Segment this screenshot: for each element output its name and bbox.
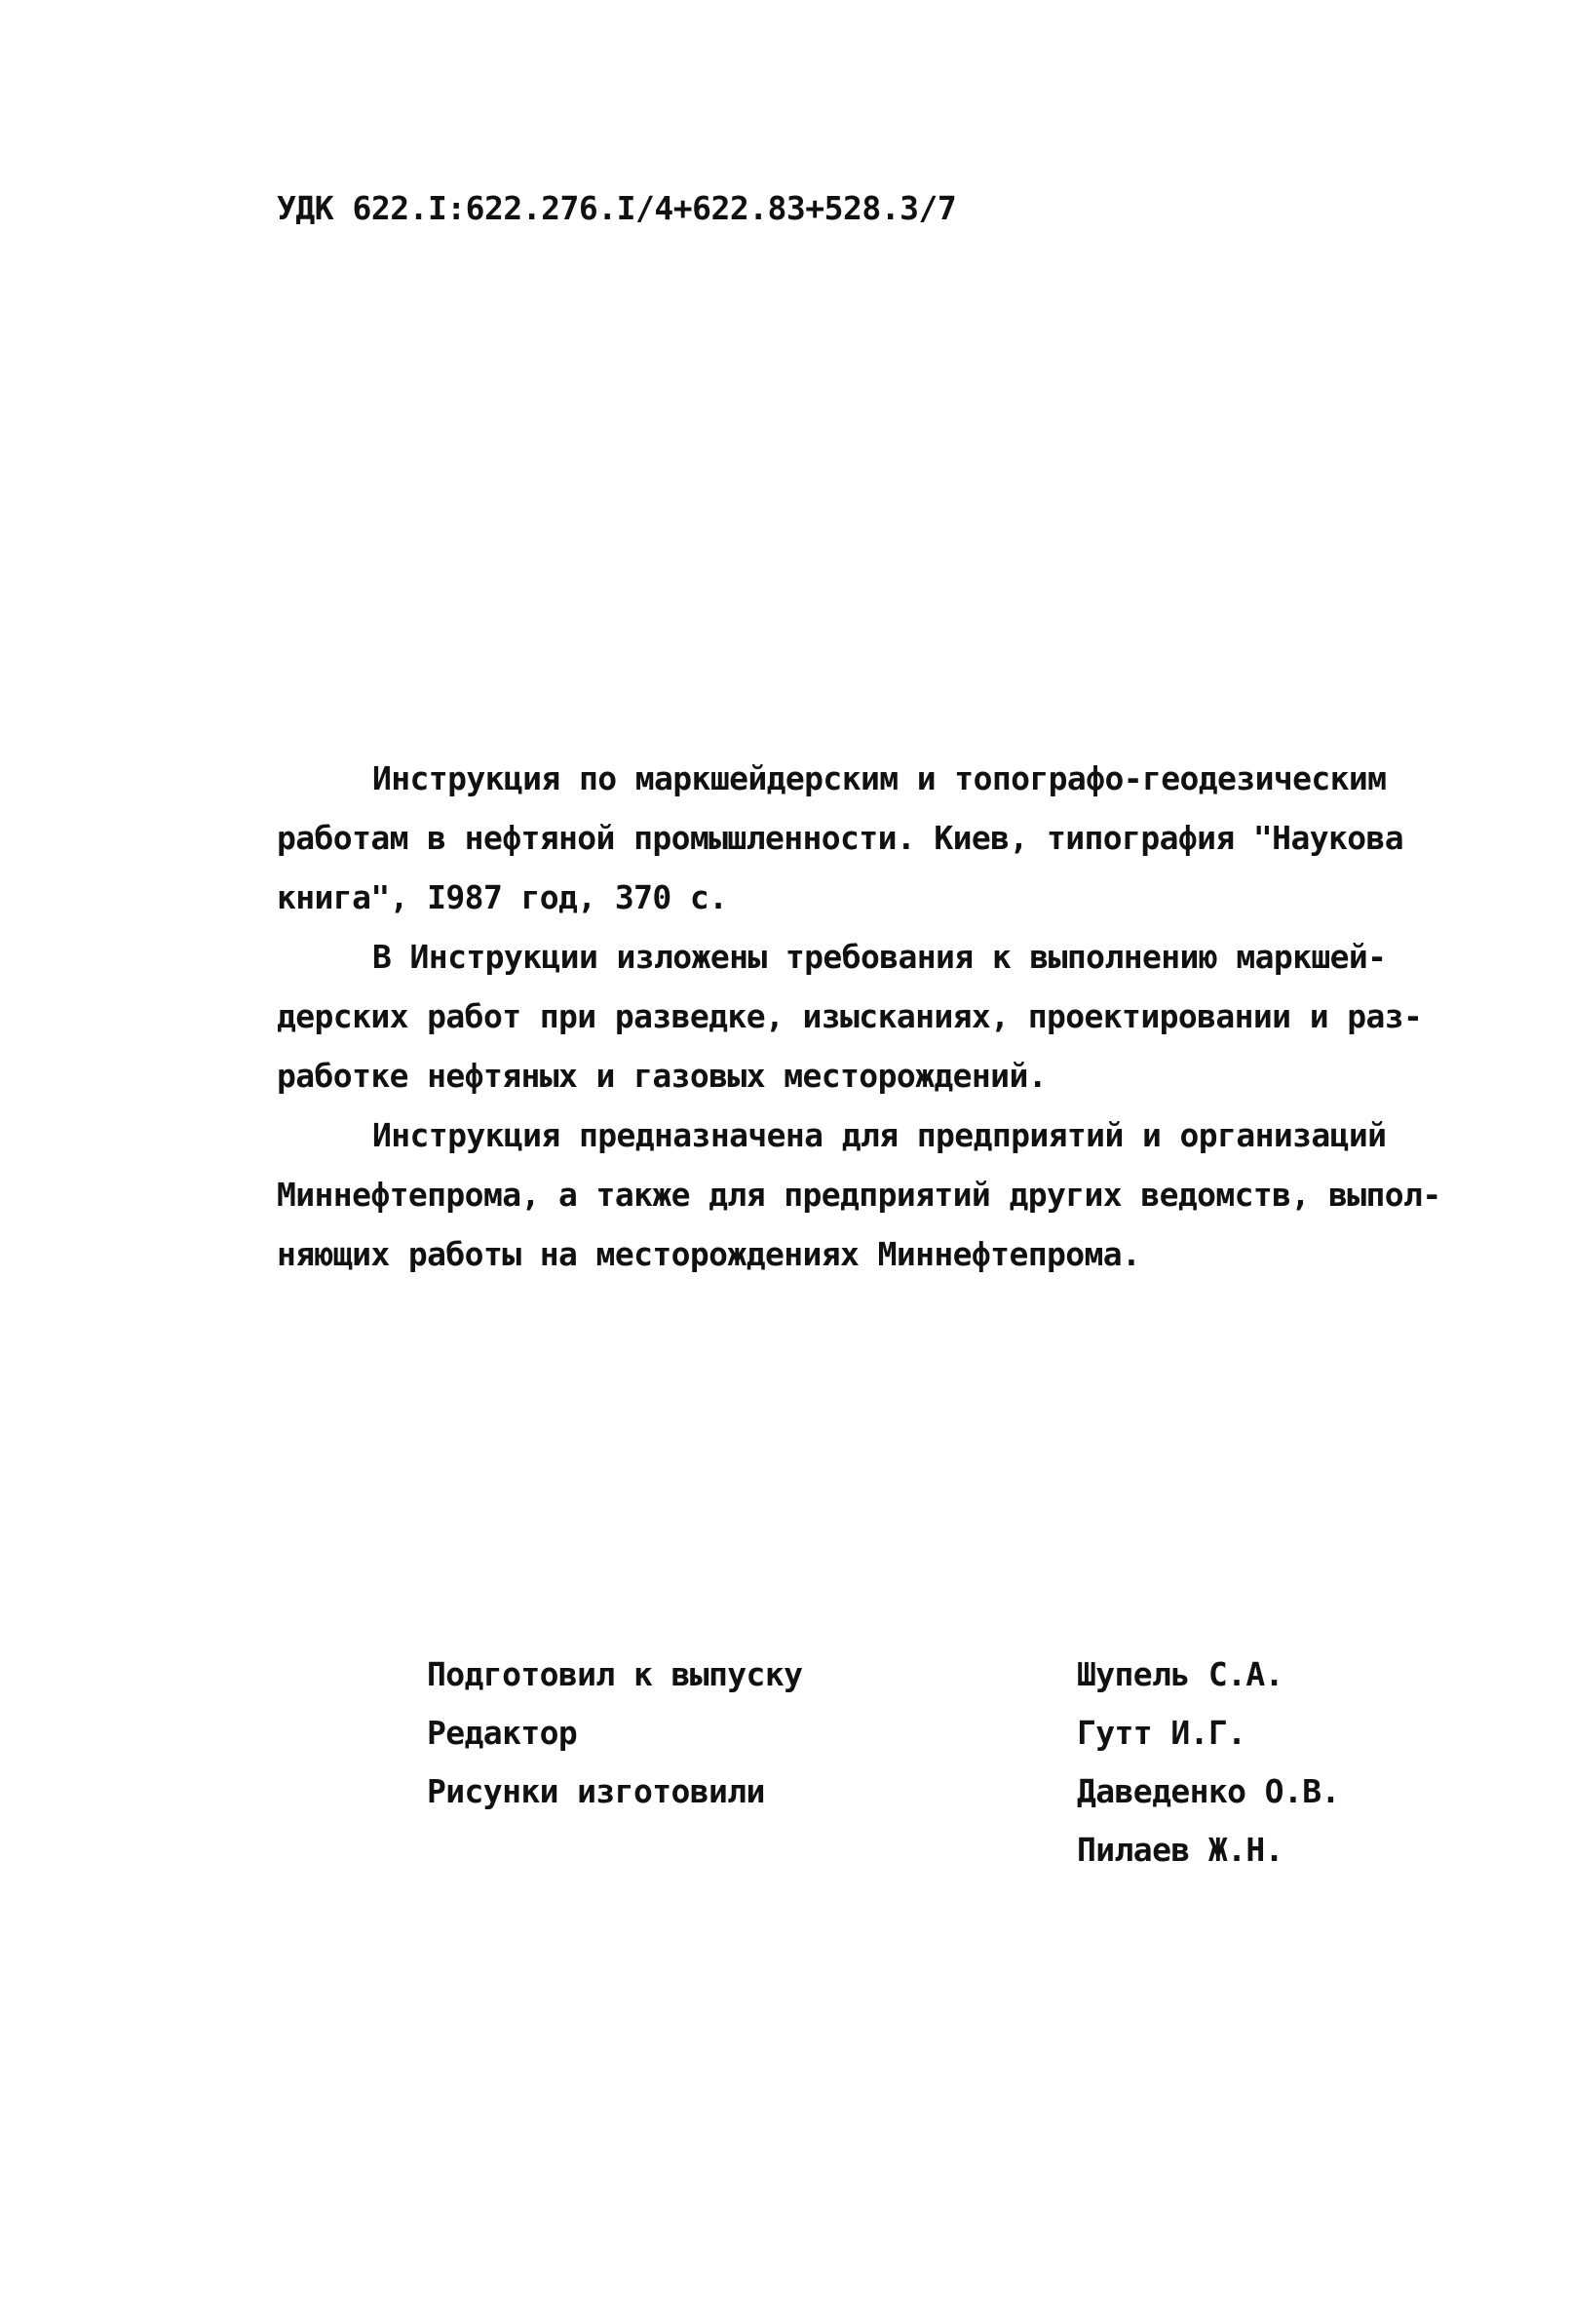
abstract-line: дерских работ при разведке, изысканиях, проектировании и раз- — [277, 997, 1423, 1035]
credit-row-illustrations — [427, 1762, 1421, 1879]
credit-row-prepared-by — [427, 1646, 1421, 1704]
credit-name: Пилаев Ж.Н. — [1077, 1831, 1283, 1869]
credit-names — [1077, 1704, 1245, 1762]
abstract-line: книга", I987 год, 370 с. — [277, 878, 728, 916]
credit-label: Рисунки изготовили — [427, 1772, 765, 1810]
abstract-line: Миннефтепрома, а также для предприятий других ведомств, выпол- — [277, 1176, 1441, 1214]
abstract-line: работам в нефтяной промышленности. Киев, типография "Наукова — [277, 819, 1404, 857]
credit-name: Даведенко О.В. — [1077, 1772, 1340, 1810]
abstract-line: Инструкция предназначена для предприятий и организаций — [372, 1116, 1387, 1154]
abstract-line: В Инструкции изложены требования к выполнению маркшей- — [372, 938, 1387, 976]
abstract — [277, 749, 1441, 1284]
credits-block — [427, 1646, 1421, 1879]
credit-row-editor — [427, 1704, 1421, 1762]
credit-name: Шупель С.А. — [1077, 1655, 1283, 1693]
credit-names — [1077, 1762, 1340, 1879]
abstract-line: Инструкция по маркшейдерским и топографо-геодезическим — [372, 759, 1387, 797]
abstract-line: няющих работы на месторождениях Миннефтепрома. — [277, 1235, 1141, 1273]
credit-label: Подготовил к выпуску — [427, 1655, 803, 1693]
udk-code: УДК 622.I:622.276.I/4+622.83+528.3/7 — [277, 189, 957, 227]
credit-name: Гутт И.Г. — [1077, 1714, 1246, 1752]
abstract-line: работке нефтяных и газовых месторождений. — [277, 1057, 1047, 1095]
credit-label: Редактор — [427, 1714, 578, 1752]
credit-names — [1077, 1646, 1283, 1704]
